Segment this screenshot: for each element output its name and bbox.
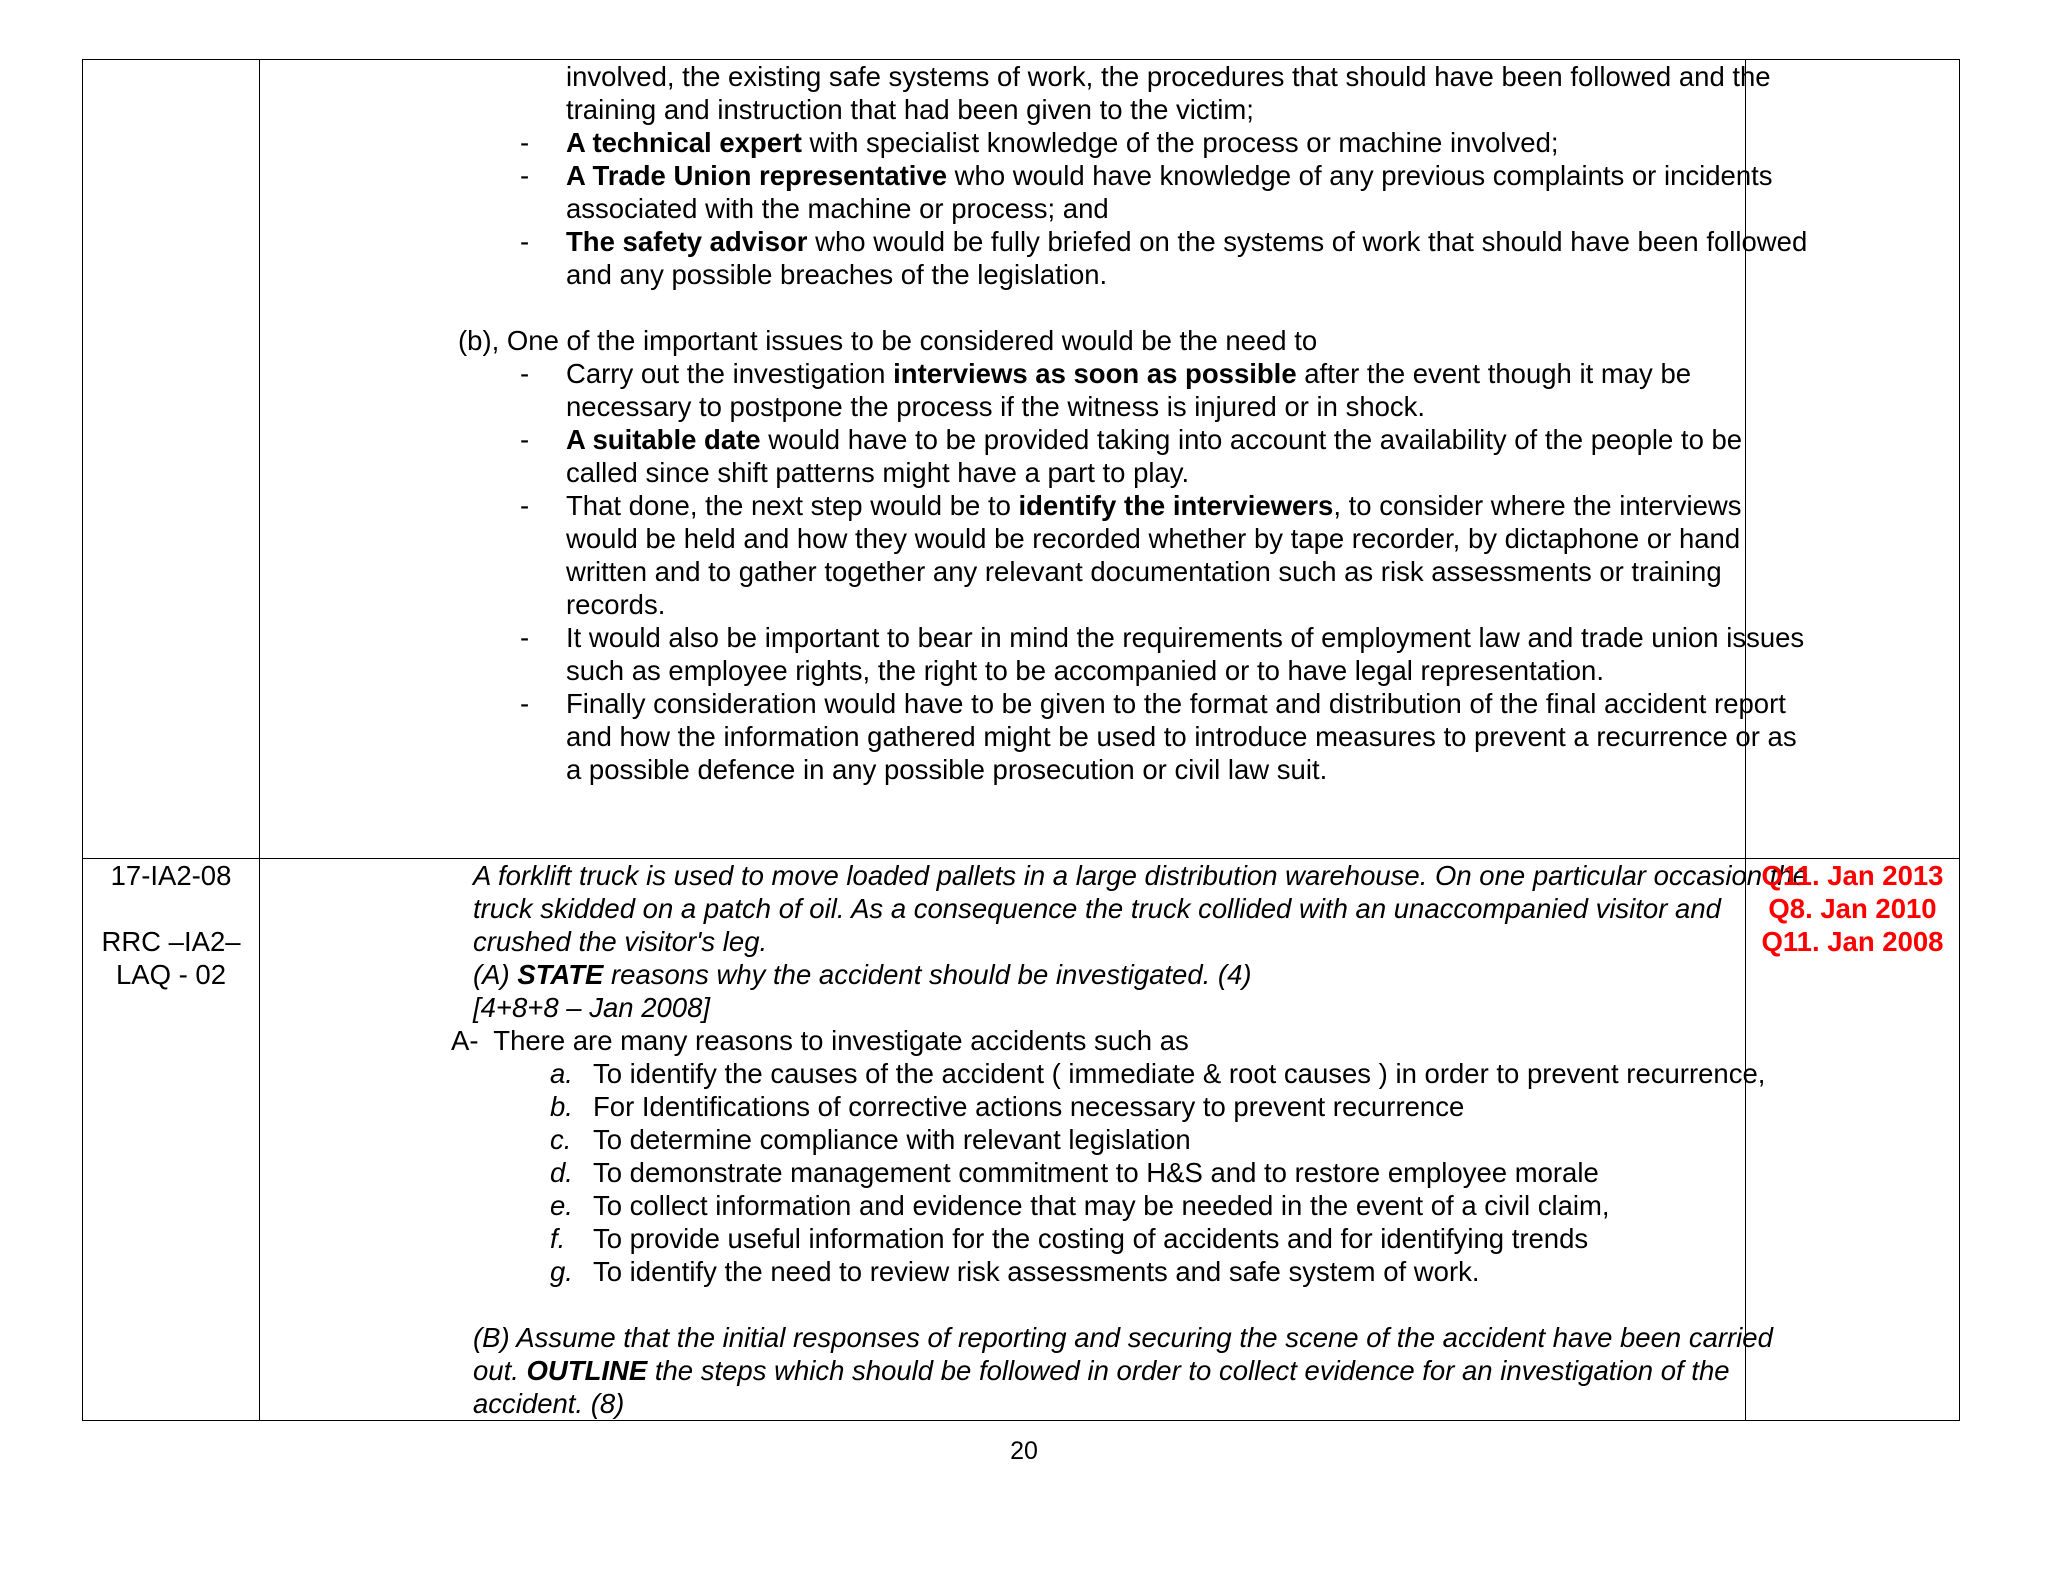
question-id: 17-IA2-08	[110, 860, 232, 891]
dash-bullet: -	[520, 160, 530, 191]
question-part-b: accident. (8)	[473, 1388, 625, 1419]
list-item	[260, 489, 1745, 522]
list-letter: d.	[550, 1157, 573, 1188]
list-item	[260, 1255, 1745, 1288]
dash-bullet: -	[520, 127, 530, 158]
text-line: involved, the existing safe systems of work, the procedures that should have been followed and the	[566, 61, 1771, 92]
list-item	[260, 1090, 1745, 1123]
item-text: who would have knowledge of any previous complaints or incidents	[947, 160, 1773, 191]
item-text: To determine compliance with relevant legislation	[593, 1124, 1191, 1155]
text-line: necessary to postpone the process if the witness is injured or in shock.	[566, 391, 1426, 422]
list-item	[260, 357, 1745, 390]
text-line: and how the information gathered might be used to introduce measures to prevent a recurrence or as	[566, 721, 1797, 752]
table-row	[83, 60, 1960, 859]
question-code: RRC –IA2–	[101, 926, 241, 957]
item-text: To identify the need to review risk assessments and safe system of work.	[593, 1256, 1480, 1287]
question-line: truck skidded on a patch of oil. As a consequence the truck collided with an unaccompanied visitor and	[473, 893, 1721, 924]
question-part-a	[260, 958, 1745, 991]
part-text: the steps which should be followed in order to collect evidence for an investigation of the	[647, 1355, 1730, 1386]
text-line: records.	[566, 589, 666, 620]
list-letter: e.	[550, 1190, 573, 1221]
id-cell	[83, 859, 260, 1421]
part-text: out.	[473, 1355, 527, 1386]
content-cell	[260, 60, 1808, 859]
page-number: 20	[1010, 1437, 1038, 1465]
bold-term: identify the interviewers	[1018, 490, 1334, 521]
question-part-b: (B) Assume that the initial responses of reporting and securing the scene of the accident have been carried	[473, 1322, 1773, 1353]
dash-bullet: -	[520, 688, 530, 719]
list-item	[260, 1222, 1745, 1255]
list-item	[260, 687, 1786, 720]
item-text: would have to be provided taking into account the availability of the people to be	[760, 424, 1743, 455]
text-line: a possible defence in any possible prosecution or civil law suit.	[566, 754, 1328, 785]
item-text: It would also be important to bear in mind the requirements of employment law and trade union issues	[566, 622, 1805, 653]
reference-cell	[1746, 859, 1960, 1421]
text-line: associated with the machine or process; and	[566, 193, 1109, 224]
list-item	[260, 1156, 1745, 1189]
item-text: That done, the next step would be to	[566, 490, 1019, 521]
dash-bullet: -	[520, 622, 530, 653]
answer-intro	[260, 1024, 1745, 1057]
text-line: called since shift patterns might have a part to play.	[566, 457, 1190, 488]
list-item	[260, 126, 1745, 159]
item-text: To demonstrate management commitment to H&S and to restore employee morale	[593, 1157, 1599, 1188]
item-text: To provide useful information for the costing of accidents and for identifying trends	[593, 1223, 1589, 1254]
section-intro: (b), One of the important issues to be considered would be the need to	[458, 325, 1318, 356]
content-cell	[260, 859, 1808, 1421]
item-text: , to consider where the interviews	[1333, 490, 1742, 521]
list-letter: f.	[550, 1223, 566, 1254]
list-letter: g.	[550, 1256, 573, 1287]
exam-reference: Q11. Jan 2013	[1761, 860, 1944, 891]
dash-bullet: -	[520, 424, 530, 455]
dash-bullet: -	[520, 226, 530, 257]
item-text: To identify the causes of the accident ( immediate & root causes ) in order to prevent recurrence,	[593, 1058, 1766, 1089]
item-text: with specialist knowledge of the process or machine involved;	[801, 127, 1559, 158]
question-line: A forklift truck is used to move loaded pallets in a large distribution warehouse. On one particular occasion the	[473, 860, 1808, 891]
question-line: crushed the visitor's leg.	[473, 926, 768, 957]
list-letter: b.	[550, 1091, 573, 1122]
qa-table	[82, 59, 1960, 1421]
list-letter: a.	[550, 1058, 573, 1089]
item-text: after the event though it may be	[1296, 358, 1692, 389]
item-text: Carry out the investigation	[566, 358, 894, 389]
item-text: who would be fully briefed on the systems of work that should have been followed	[807, 226, 1808, 257]
list-letter: c.	[550, 1124, 572, 1155]
item-text: For Identifications of corrective actions necessary to prevent recurrence	[593, 1091, 1465, 1122]
list-item	[260, 621, 1805, 654]
item-text: To collect information and evidence that may be needed in the event of a civil claim,	[593, 1190, 1610, 1221]
marks-line: [4+8+8 – Jan 2008]	[473, 992, 711, 1023]
text-line: and any possible breaches of the legislation.	[566, 259, 1108, 290]
bold-term: The safety advisor	[566, 226, 808, 257]
list-item	[260, 423, 1745, 456]
exam-reference: Q11. Jan 2008	[1761, 926, 1944, 957]
text-line: would be held and how they would be recorded whether by tape recorder, by dictaphone or hand	[566, 523, 1741, 554]
part-text: reasons why the accident should be investigated. (4)	[603, 959, 1252, 990]
exam-reference: Q8. Jan 2010	[1768, 893, 1937, 924]
command-word: OUTLINE	[526, 1355, 648, 1386]
id-cell	[83, 60, 260, 859]
bold-term: interviews as soon as possible	[893, 358, 1297, 389]
list-item	[260, 1123, 1745, 1156]
dash-bullet: -	[520, 358, 530, 389]
question-code: LAQ - 02	[115, 959, 227, 990]
table-row	[83, 859, 1960, 1421]
bold-term: A suitable date	[566, 424, 761, 455]
bold-term: A Trade Union representative	[566, 160, 948, 191]
command-word: STATE	[517, 959, 604, 990]
answer-label: A-	[451, 1025, 479, 1056]
list-item	[260, 1189, 1745, 1222]
text-line: such as employee rights, the right to be accompanied or to have legal representation.	[566, 655, 1604, 686]
list-item	[260, 159, 1773, 192]
item-text: Finally consideration would have to be given to the format and distribution of the final accident report	[566, 688, 1786, 719]
text-line: written and to gather together any relevant documentation such as risk assessments or training	[566, 556, 1722, 587]
list-item	[260, 225, 1808, 258]
bold-term: A technical expert	[566, 127, 802, 158]
list-item	[260, 1057, 1766, 1090]
text-line: training and instruction that had been given to the victim;	[566, 94, 1254, 125]
part-label: (A)	[473, 959, 518, 990]
answer-text: There are many reasons to investigate accidents such as	[478, 1025, 1189, 1056]
question-part-b	[260, 1354, 1745, 1387]
dash-bullet: -	[520, 490, 530, 521]
